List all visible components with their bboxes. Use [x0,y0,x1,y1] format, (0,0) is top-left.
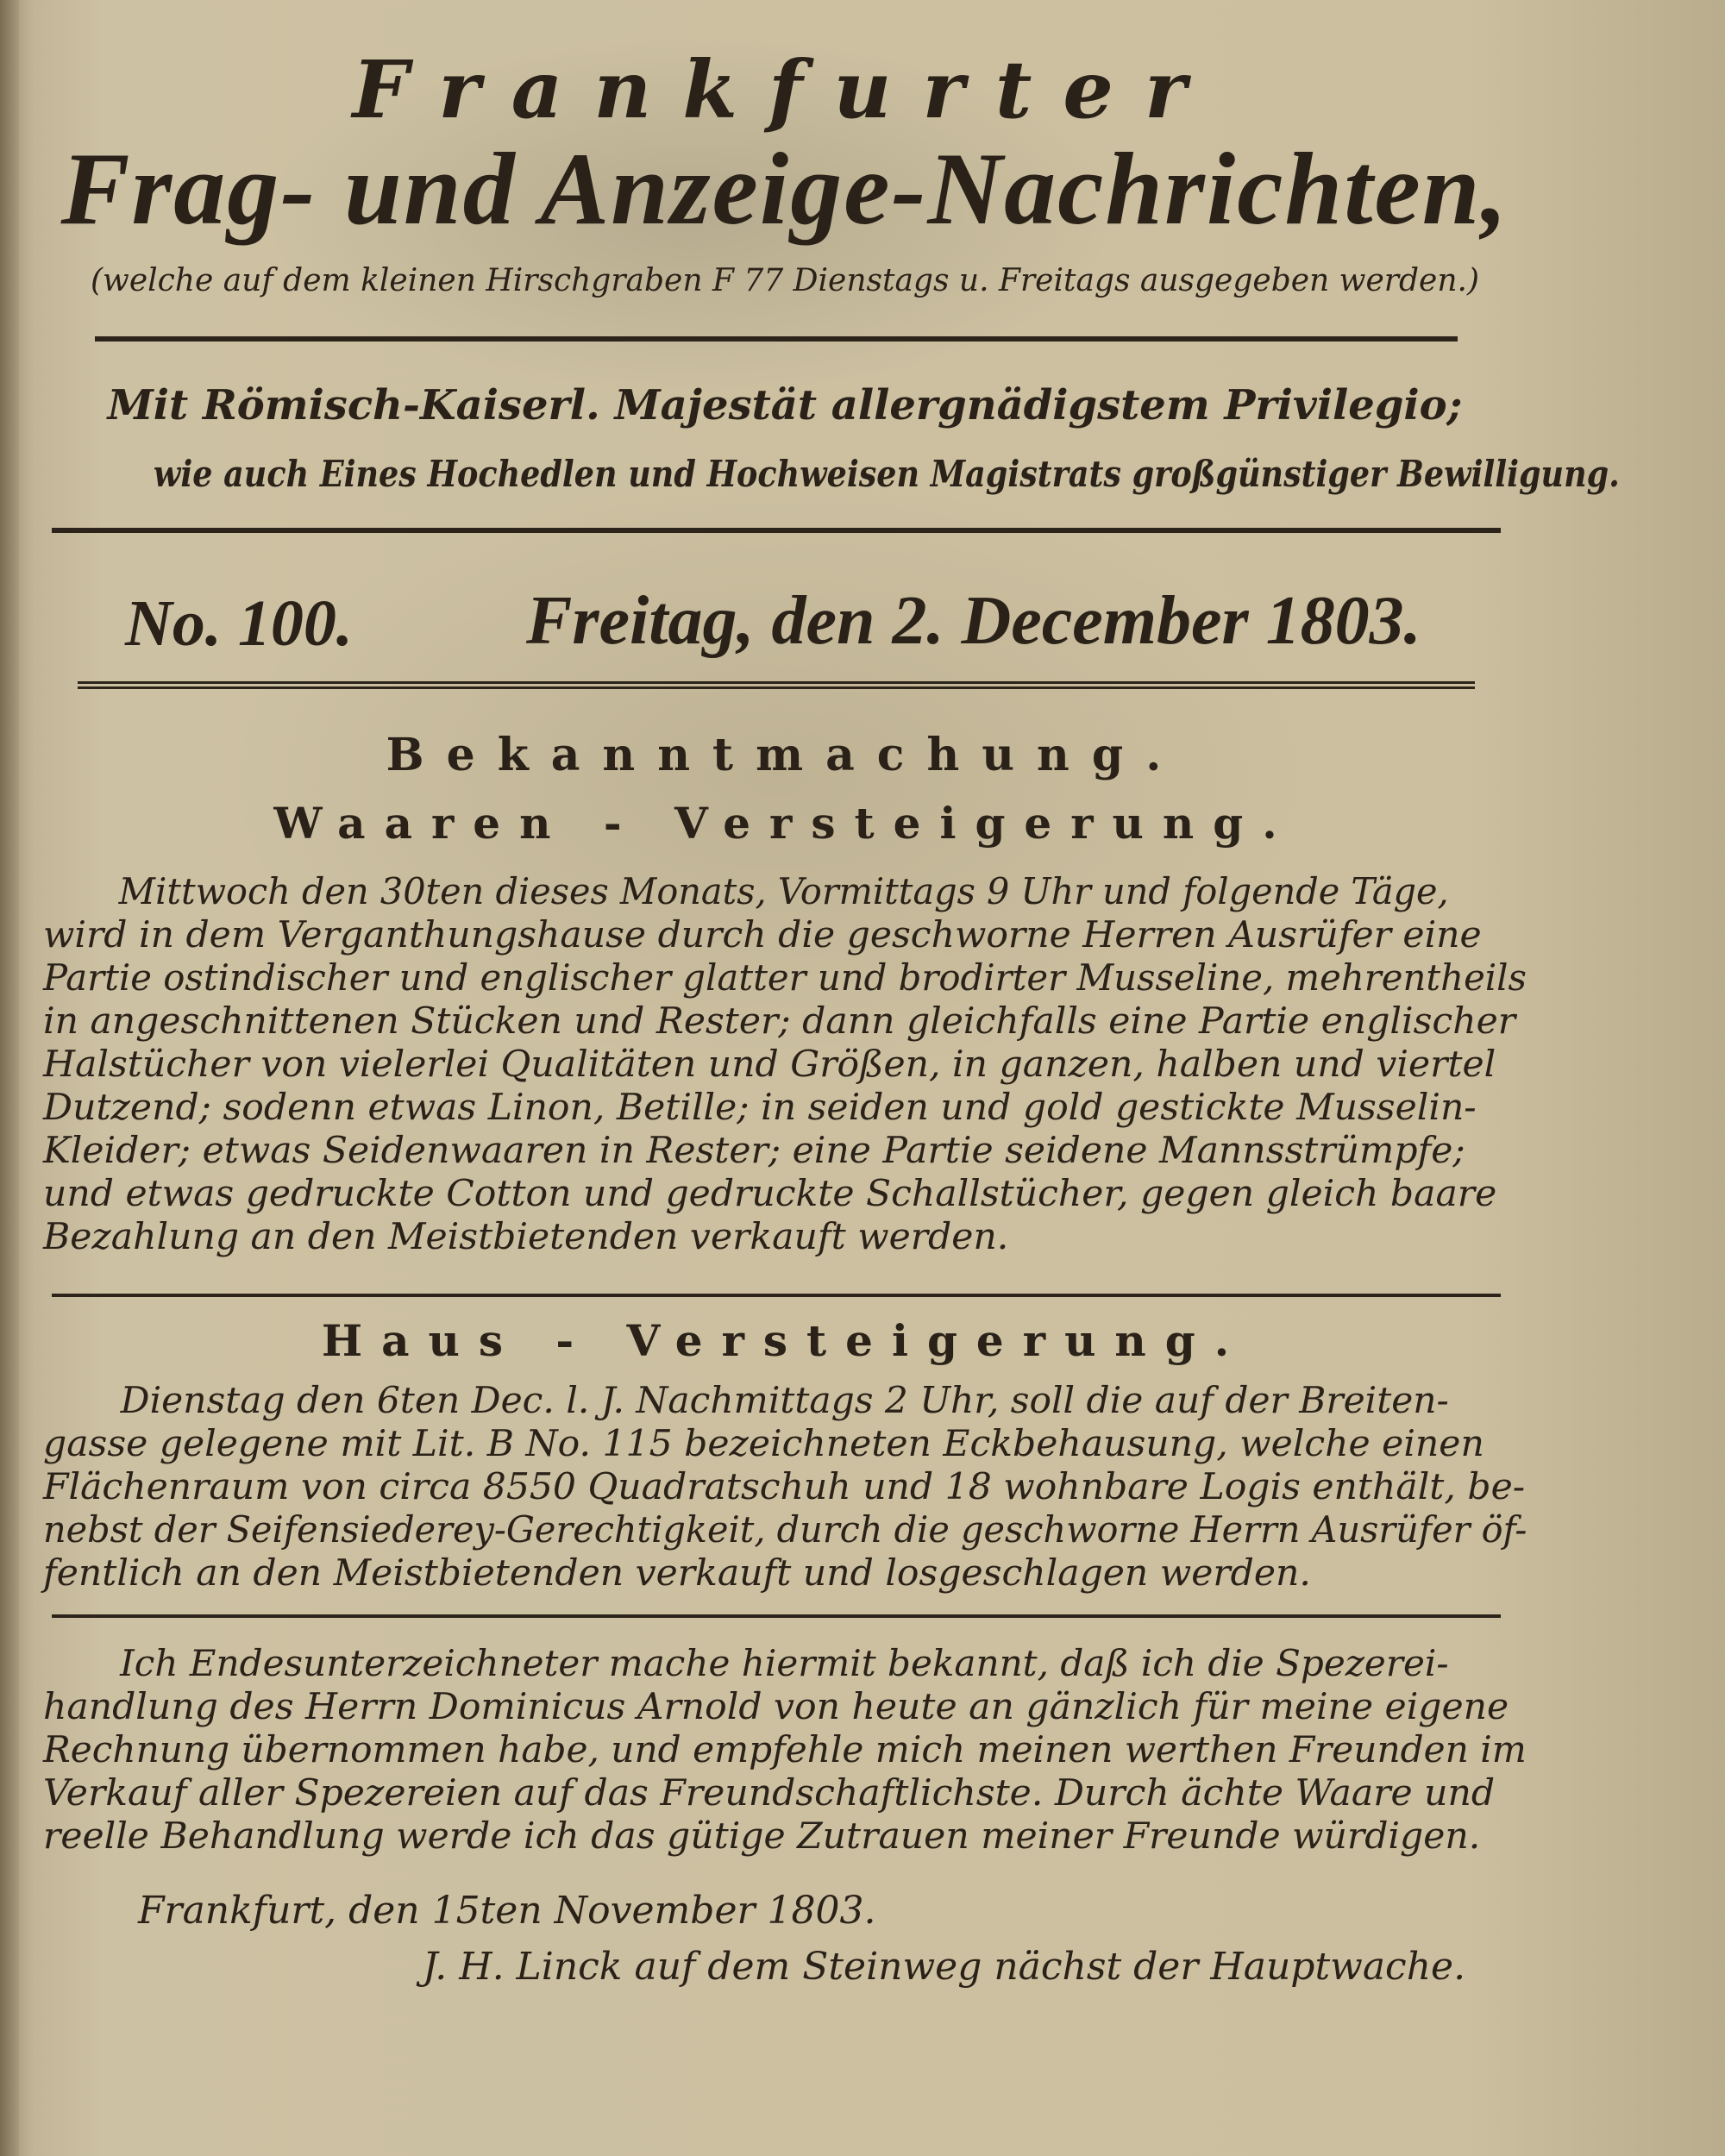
notice-place-date: Frankfurt, den 15ten November 1803. [138,1889,876,1933]
notice-heading-house-auction: Haus - Versteigerung. [321,1315,1249,1366]
masthead-title-line1: Frankfurter [352,43,1218,136]
privilege-line1: Mit Römisch-Kaiserl. Majestät allergnädigstem Privilegio; [107,381,1463,429]
divider-rule [95,336,1458,342]
page-binding-edge [0,0,19,2156]
issue-number: No. 100. [125,587,353,660]
text-line: Bezahlung an den Meistbietenden verkauft werden. [43,1216,1009,1258]
divider-rule [52,528,1501,533]
notice-heading-goods-auction: Waaren - Versteigerung. [273,798,1296,849]
text-line: Rechnung übernommen habe, und empfehle mich meinen werthen Freunden im [43,1729,1527,1771]
masthead-title-line2: Frag- und Anzeige-Nachrichten, [60,131,1509,246]
notice-signature: J. H. Linck auf dem Steinweg nächst der Hauptwache. [423,1945,1466,1989]
text-line: reelle Behandlung werde ich das gütige Zutrauen meiner Freunde würdigen. [43,1815,1481,1858]
divider-rule [52,1614,1501,1618]
issue-date: Freitag, den 2. December 1803. [526,583,1421,659]
privilege-line2: wie auch Eines Hochedlen und Hochweisen Magistrats großgünstiger Bewilligung. [153,453,1620,495]
notice-body-shop-takeover [43,1643,1527,1858]
text-line: Mittwoch den 30ten dieses Monats, Vormittags 9 Uhr und folgende Täge, [118,871,1449,913]
text-line: Halstücher von vielerlei Qualitäten und Größen, in ganzen, halben und viertel [43,1044,1496,1086]
divider-rule [52,1294,1501,1297]
notice-body-goods-auction [43,871,1527,1259]
text-line: Kleider; etwas Seidenwaaren in Rester; eine Partie seidene Mannsstrümpfe; [43,1130,1465,1172]
text-line: fentlich an den Meistbietenden verkauft und losgeschlagen werden. [43,1552,1311,1595]
text-line: Partie ostindischer und englischer glatter und brodirter Musseline, mehrentheils [43,957,1527,1000]
text-line: nebst der Seifensiederey-Gerechtigkeit, durch die geschworne Herrn Ausrüfer öf- [43,1509,1527,1551]
text-line: wird in dem Verganthungshause durch die geschworne Herren Ausrüfer eine [43,914,1482,956]
text-line: Flächenraum von circa 8550 Quadratschuh und 18 wohnbare Logis enthält, be- [43,1466,1526,1508]
text-line: Dienstag den 6ten Dec. l. J. Nachmittags 2 Uhr, soll die auf der Breiten- [120,1380,1449,1422]
masthead-subtitle: (welche auf dem kleinen Hirschgraben F 77 Dienstags u. Freitags ausgegeben werden.) [90,263,1480,298]
notice-body-house-auction [43,1380,1527,1595]
text-line: handlung des Herrn Dominicus Arnold von heute an gänzlich für meine eigene [43,1686,1509,1728]
text-line: gasse gelegene mit Lit. B No. 115 bezeichneten Eckbehausung, welche einen [43,1423,1484,1465]
text-line: Verkauf aller Spezereien auf das Freundschaftlichste. Durch ächte Waare und [43,1772,1496,1814]
text-line: Dutzend; sodenn etwas Linon, Betille; in seiden und gold gestickte Musselin- [43,1087,1477,1129]
text-line: in angeschnittenen Stücken und Rester; dann gleichfalls eine Partie englischer [43,1000,1516,1043]
divider-double-rule [78,681,1475,689]
section-title: Bekanntmachung. [386,729,1184,781]
text-line: Ich Endesunterzeichneter mache hiermit bekannt, daß ich die Spezerei- [120,1643,1449,1685]
text-line: und etwas gedruckte Cotton und gedruckte Schallstücher, gegen gleich baare [43,1173,1497,1215]
